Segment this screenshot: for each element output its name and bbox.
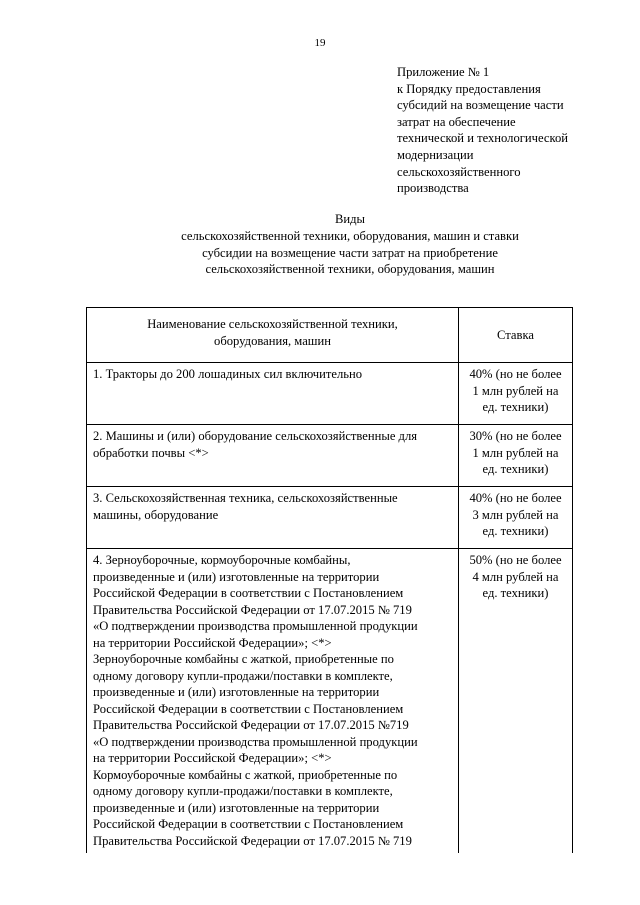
rate-cell — [459, 425, 573, 487]
header-name-cell — [87, 308, 459, 363]
equipment-name-line: 1. Тракторы до 200 лошадиных сил включительно — [93, 367, 363, 381]
rate-line: 1 млн рублей на — [472, 383, 559, 398]
rate-line: 3 млн рублей на — [472, 507, 559, 522]
equipment-name-line: на территории Российской Федерации»; <*> — [93, 635, 332, 650]
appendix-line: Приложение № 1 — [397, 65, 490, 79]
document-title — [60, 211, 640, 278]
subsidy-rates-table — [86, 307, 573, 853]
table-row — [87, 549, 573, 854]
appendix-line: субсидий на возмещение части — [397, 98, 564, 113]
equipment-name-line: произведенные и (или) изготовленные на территории — [93, 685, 380, 699]
title-line: Виды — [334, 212, 365, 226]
equipment-name-line: одному договору купли-продажи/поставки в комплекте, — [93, 784, 393, 798]
equipment-name-line: Кормоуборочные комбайны с жаткой, приобретенные по — [93, 767, 398, 782]
appendix-line: сельскохозяйственного — [397, 164, 521, 179]
equipment-name-line: машины, оборудование — [93, 507, 219, 522]
appendix-line: производства — [397, 181, 469, 196]
table-header-row — [87, 308, 573, 363]
equipment-name-line: Правительства Российской Федерации от 17.07.2015 № 719 — [93, 833, 412, 848]
appendix-line: модернизации — [397, 147, 474, 162]
equipment-name-line: «О подтверждении производства промышленной продукции — [93, 734, 418, 749]
equipment-name-line: 3. Сельскохозяйственная техника, сельскохозяйственные — [93, 491, 398, 505]
rate-line: ед. техники) — [482, 462, 549, 476]
rate-cell — [459, 487, 573, 549]
rate-line: ед. техники) — [482, 586, 549, 600]
equipment-name-line: Российской Федерации в соответствии с Постановлением — [93, 817, 404, 831]
appendix-line: технической и технологической — [397, 131, 569, 146]
rate-line: 4 млн рублей на — [472, 569, 559, 584]
page-number: 19 — [314, 37, 326, 49]
table-row — [87, 363, 573, 425]
header-name-line: оборудования, машин — [214, 333, 331, 348]
equipment-name-line: произведенные и (или) изготовленные на территории — [93, 800, 380, 815]
equipment-name-cell — [87, 425, 459, 487]
appendix-reference — [397, 64, 612, 197]
title-line: субсидии на возмещение части затрат на приобретение — [202, 245, 498, 260]
equipment-name-line: Российской Федерации в соответствии с Постановлением — [93, 586, 404, 600]
equipment-name-line: произведенные и (или) изготовленные на территории — [93, 569, 380, 584]
table-row — [87, 425, 573, 487]
rate-cell — [459, 363, 573, 425]
equipment-name-cell — [87, 549, 459, 854]
rate-line: 50% (но не более — [469, 553, 562, 567]
appendix-line: к Порядку предоставления — [397, 81, 541, 96]
appendix-line: затрат на обеспечение — [397, 114, 516, 129]
title-line: сельскохозяйственной техники, оборудования, машин и ставки — [181, 228, 519, 243]
equipment-name-line: на территории Российской Федерации»; <*> — [93, 751, 332, 765]
title-line: сельскохозяйственной техники, оборудования, машин — [205, 262, 495, 277]
rate-line: 1 млн рублей на — [472, 445, 559, 460]
equipment-name-line: 2. Машины и (или) оборудование сельскохозяйственные для — [93, 429, 418, 443]
equipment-name-line: обработки почвы <*> — [93, 445, 209, 460]
equipment-name-line: 4. Зерноуборочные, кормоуборочные комбайны, — [93, 553, 351, 567]
equipment-name-cell — [87, 487, 459, 549]
equipment-name-line: Правительства Российской Федерации от 17.07.2015 № 719 — [93, 602, 412, 617]
equipment-name-line: Зерноуборочные комбайны с жаткой, приобретенные по — [93, 652, 394, 666]
header-name-line: Наименование сельскохозяйственной техники, — [147, 317, 398, 331]
equipment-name-line: одному договору купли-продажи/поставки в комплекте, — [93, 668, 393, 683]
rate-cell — [459, 549, 573, 854]
rate-line: ед. техники) — [482, 400, 549, 414]
equipment-name-line: «О подтверждении производства промышленной продукции — [93, 619, 418, 633]
rate-line: 40% (но не более — [469, 491, 562, 505]
equipment-name-line: Российской Федерации в соответствии с Постановлением — [93, 701, 404, 716]
equipment-name-line: Правительства Российской Федерации от 17.07.2015 №719 — [93, 718, 409, 732]
rate-line: ед. техники) — [482, 524, 549, 538]
equipment-name-cell — [87, 363, 459, 425]
rate-line: 40% (но не более — [469, 367, 562, 381]
table-row — [87, 487, 573, 549]
header-rate-cell: Ставка — [459, 308, 573, 363]
rate-line: 30% (но не более — [469, 429, 562, 443]
